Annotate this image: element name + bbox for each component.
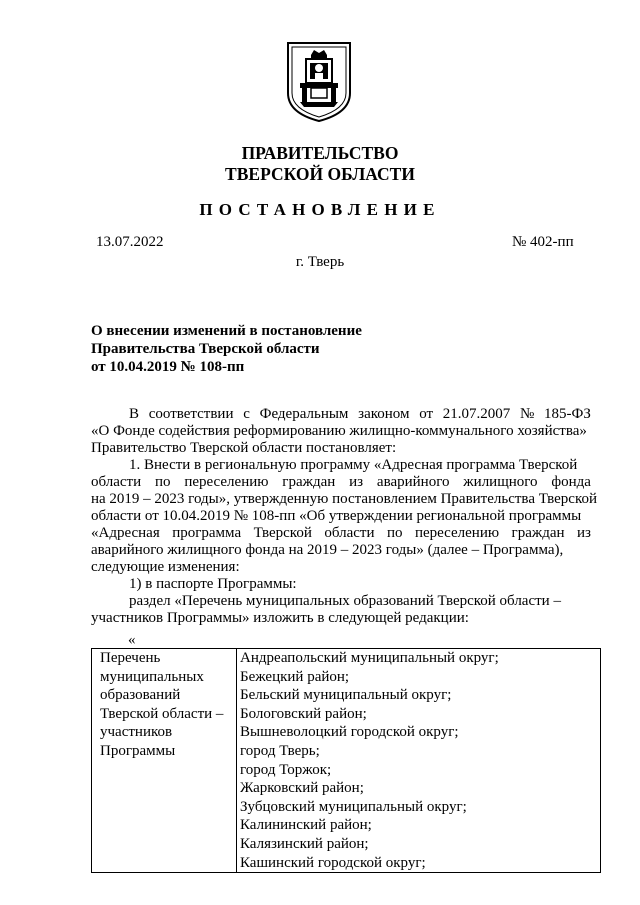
table-label-line: образований — [100, 687, 181, 704]
municipality-item: город Тверь; — [240, 742, 320, 759]
body-word: участников Программы» изложить в следующей редакции: — [91, 610, 469, 626]
body-word: аварийного жилищного фонда на 2019 – 2023 годы» (далее – Программа), — [91, 542, 564, 558]
body-word: Федеральным — [259, 406, 349, 422]
body-word: № — [520, 406, 535, 422]
table-label-cell — [92, 649, 237, 873]
body-word: по — [154, 474, 171, 490]
decree-number: № 402-пп — [512, 234, 574, 250]
municipality-item: Андреапольский муниципальный округ; — [240, 650, 499, 666]
body-line — [91, 423, 591, 440]
coat-of-arms-emblem — [284, 41, 354, 123]
table-label-line: муниципальных — [100, 668, 204, 685]
municipality-item: Зубцовский муниципальный округ; — [240, 798, 467, 815]
body-word: следующие изменения: — [91, 559, 240, 575]
body-word: В — [129, 406, 140, 422]
municipality-item: Бологовский район; — [240, 705, 367, 722]
body-word: «Адресная — [91, 525, 160, 541]
municipality-item: Кашинский городской округ; — [240, 854, 426, 871]
municipality-item: Калининский район; — [240, 817, 372, 834]
body-line — [91, 542, 591, 559]
body-word: жилищного — [463, 474, 538, 490]
body-word: «О Фонде содействия реформированию жилищно-коммунального хозяйства» — [91, 423, 587, 439]
body-word: 1. Внести в региональную программу «Адресная программа Тверской — [129, 457, 578, 473]
body-word: области — [324, 525, 375, 541]
body-word: Правительство Тверской области постановляет: — [91, 440, 397, 456]
participants-table — [91, 648, 601, 873]
document-type-heading: ПОСТАНОВЛЕНИЕ — [199, 200, 441, 219]
municipality-item: Бельский муниципальный округ; — [240, 687, 452, 704]
municipality-item: Калязинский район; — [240, 835, 369, 852]
body-word: из — [349, 474, 364, 490]
decree-date: 13.07.2022 — [96, 234, 164, 250]
body-line — [91, 491, 598, 508]
body-word: 185-ФЗ — [544, 406, 591, 422]
table-label-line: Перечень — [100, 650, 161, 666]
body-line — [91, 559, 591, 576]
decree-subject — [91, 322, 362, 376]
body-word: программа — [172, 525, 242, 541]
body-line — [91, 440, 591, 457]
table-label-line: Тверской области – — [100, 705, 224, 722]
body-word: раздел «Перечень муниципальных образований Тверской области – — [129, 593, 561, 609]
body-word: 21.07.2007 — [442, 406, 511, 422]
decree-body — [91, 406, 598, 627]
body-word: области от 10.04.2019 № 108-пп «Об утверждении региональной программы — [91, 508, 582, 524]
subject-line: от 10.04.2019 № 108-пп — [91, 359, 245, 375]
body-word: Тверской — [253, 525, 312, 541]
body-word: от — [419, 406, 434, 422]
body-word: фонда — [551, 474, 591, 490]
municipality-item: город Торжок; — [240, 761, 332, 778]
body-line — [91, 457, 591, 474]
body-word: переселению — [414, 525, 500, 541]
body-line — [91, 406, 591, 423]
issuing-city: г. Тверь — [295, 254, 345, 270]
table-label-line: Программы — [100, 742, 176, 759]
body-word: законом — [358, 406, 410, 422]
body-word: на 2019 – 2023 годы», утвержденную постановлением Правительства Тверской — [91, 491, 598, 507]
body-line — [91, 593, 591, 610]
body-word: переселению — [184, 474, 269, 490]
body-word: с — [243, 406, 250, 422]
body-word: из — [577, 525, 591, 541]
table-items-cell — [237, 649, 601, 873]
body-line — [91, 525, 591, 542]
body-line — [91, 508, 591, 525]
table-label-line: участников — [100, 724, 173, 741]
body-word: по — [386, 525, 403, 541]
body-line: 1) в паспорте Программы: — [129, 576, 297, 592]
table-row — [92, 649, 601, 873]
municipality-item: Бежецкий район; — [240, 668, 350, 685]
government-title-line1: ПРАВИТЕЛЬСТВО — [241, 143, 399, 163]
subject-line: О внесении изменений в постановление — [91, 323, 362, 339]
subject-line: Правительства Тверской области — [91, 341, 320, 357]
body-line — [91, 474, 591, 491]
body-line — [91, 610, 591, 627]
municipality-item: Вышневолоцкий городской округ; — [240, 724, 459, 741]
body-word: соответствии — [148, 406, 234, 422]
municipality-item: Жарковский район; — [240, 780, 364, 797]
body-word: аварийного — [376, 474, 450, 490]
body-word: области — [91, 474, 142, 490]
body-word: граждан — [282, 474, 336, 490]
government-title-line2: ТВЕРСКОЙ ОБЛАСТИ — [225, 164, 415, 184]
opening-quote: « — [128, 632, 136, 648]
body-word: граждан — [511, 525, 565, 541]
